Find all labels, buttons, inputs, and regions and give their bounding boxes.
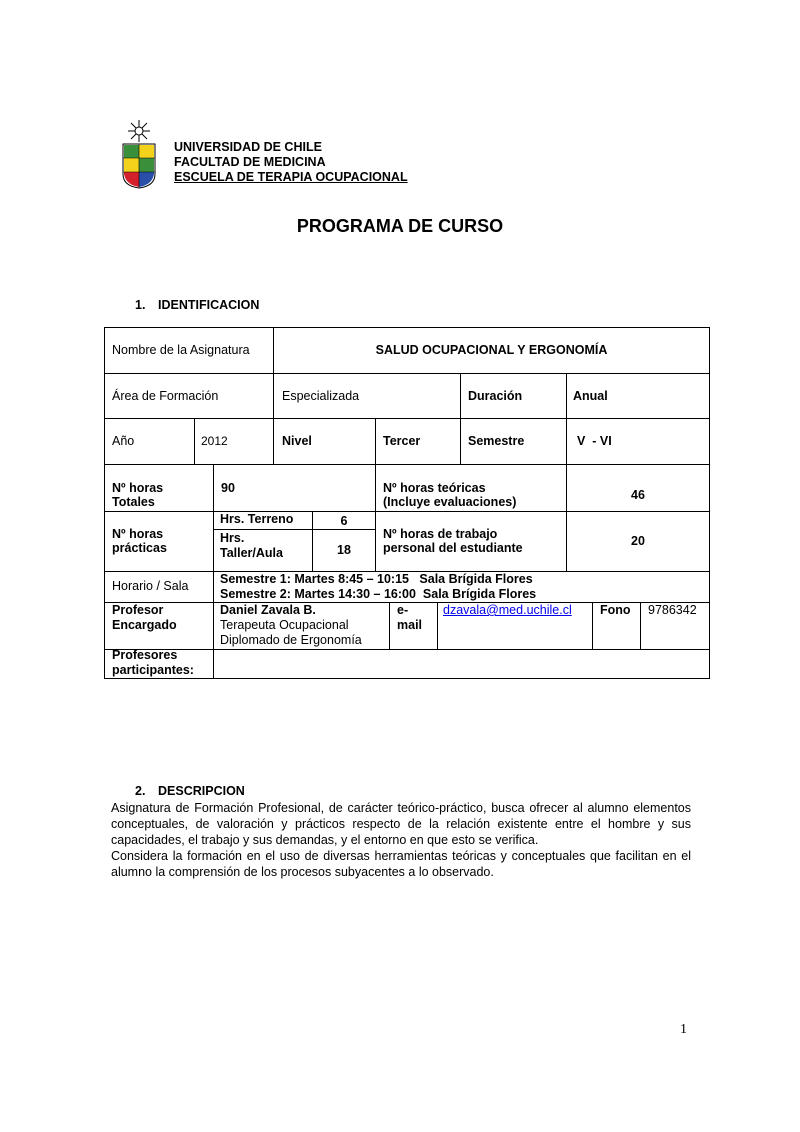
horas-practicas-label-1: Nº horas	[112, 527, 164, 541]
fono-value: 9786342	[648, 603, 697, 617]
horario-label: Horario / Sala	[112, 579, 189, 593]
duracion-value: Anual	[573, 389, 608, 403]
horas-teoricas-value: 46	[631, 488, 645, 502]
nombre-value: SALUD OCUPACIONAL Y ERGONOMÍA	[375, 343, 608, 357]
description-paragraph-2: Considera la formación en el uso de diversas herramientas teóricas y conceptuales que facilitan en el alumno la comprensión de los procesos subyacentes a lo observado.	[111, 849, 691, 879]
horas-totales-label-1: Nº horas	[112, 481, 164, 495]
section-1-title: IDENTIFICACION	[158, 298, 260, 312]
taller-label-1: Hrs.	[220, 531, 245, 545]
description-text	[111, 800, 691, 880]
nivel-label: Nivel	[282, 434, 312, 448]
anio-value: 2012	[201, 434, 228, 448]
email-link[interactable]: dzavala@med.uchile.cl	[443, 603, 572, 617]
university-crest	[118, 118, 160, 190]
anio-label: Año	[112, 434, 135, 448]
trabajo-label-2: personal del estudiante	[383, 541, 523, 555]
semestre-label: Semestre	[468, 434, 525, 448]
profesor-title-2: Diplomado de Ergonomía	[220, 633, 362, 647]
horas-totales-label-2: Totales	[112, 495, 155, 509]
section-2-title: DESCRIPCION	[158, 784, 245, 798]
description-paragraph-1: Asignatura de Formación Profesional, de carácter teórico-práctico, busca ofrecer al alumno elementos conceptuales, de valoración y prácticos respecto de la relación existente entre el hombre y sus capacidades, el trabajo y sus demandas, y el entorno en que esto se verifica.	[111, 801, 691, 847]
nivel-value: Tercer	[383, 434, 421, 448]
section-2-number: 2.	[135, 784, 146, 798]
semestre-value: V - VI	[577, 434, 612, 448]
page-number: 1	[680, 1022, 687, 1037]
profesor-label-2: Encargado	[112, 618, 177, 632]
email-label-2: mail	[397, 618, 423, 632]
horas-teoricas-label-2: (Incluye evaluaciones)	[383, 495, 517, 509]
email-label-1: e-	[397, 603, 409, 617]
profesor-title-1: Terapeuta Ocupacional	[220, 618, 349, 632]
area-label: Área de Formación	[112, 389, 219, 403]
horario-line-2: Semestre 2: Martes 14:30 – 16:00 Sala Brígida Flores	[220, 587, 537, 601]
page-title: PROGRAMA DE CURSO	[296, 216, 504, 236]
profesor-label-1: Profesor	[112, 603, 164, 617]
profesor-name: Daniel Zavala B.	[220, 603, 316, 617]
university-name: UNIVERSIDAD DE CHILE	[174, 140, 322, 154]
horas-totales-value: 90	[221, 481, 235, 495]
faculty-name: FACULTAD DE MEDICINA	[174, 155, 326, 169]
participantes-label-1: Profesores	[112, 648, 178, 662]
horario-line-1: Semestre 1: Martes 8:45 – 10:15 Sala Brígida Flores	[220, 572, 533, 586]
taller-label-2: Taller/Aula	[220, 546, 283, 560]
nombre-label: Nombre de la Asignatura	[112, 343, 250, 357]
section-1-number: 1.	[135, 298, 146, 312]
participantes-label-2: participantes:	[112, 663, 194, 677]
horas-practicas-label-2: prácticas	[112, 541, 167, 555]
horas-teoricas-label-1: Nº horas teóricas	[383, 481, 486, 495]
duracion-label: Duración	[468, 389, 523, 403]
area-value: Especializada	[282, 389, 360, 403]
terreno-value: 6	[340, 514, 348, 528]
school-name: ESCUELA DE TERAPIA OCUPACIONAL	[174, 170, 408, 184]
trabajo-label-1: Nº horas de trabajo	[383, 527, 498, 541]
taller-value: 18	[337, 543, 351, 557]
terreno-label: Hrs. Terreno	[220, 512, 294, 526]
fono-label: Fono	[600, 603, 631, 617]
trabajo-value: 20	[631, 534, 645, 548]
crest-icon	[118, 118, 160, 190]
